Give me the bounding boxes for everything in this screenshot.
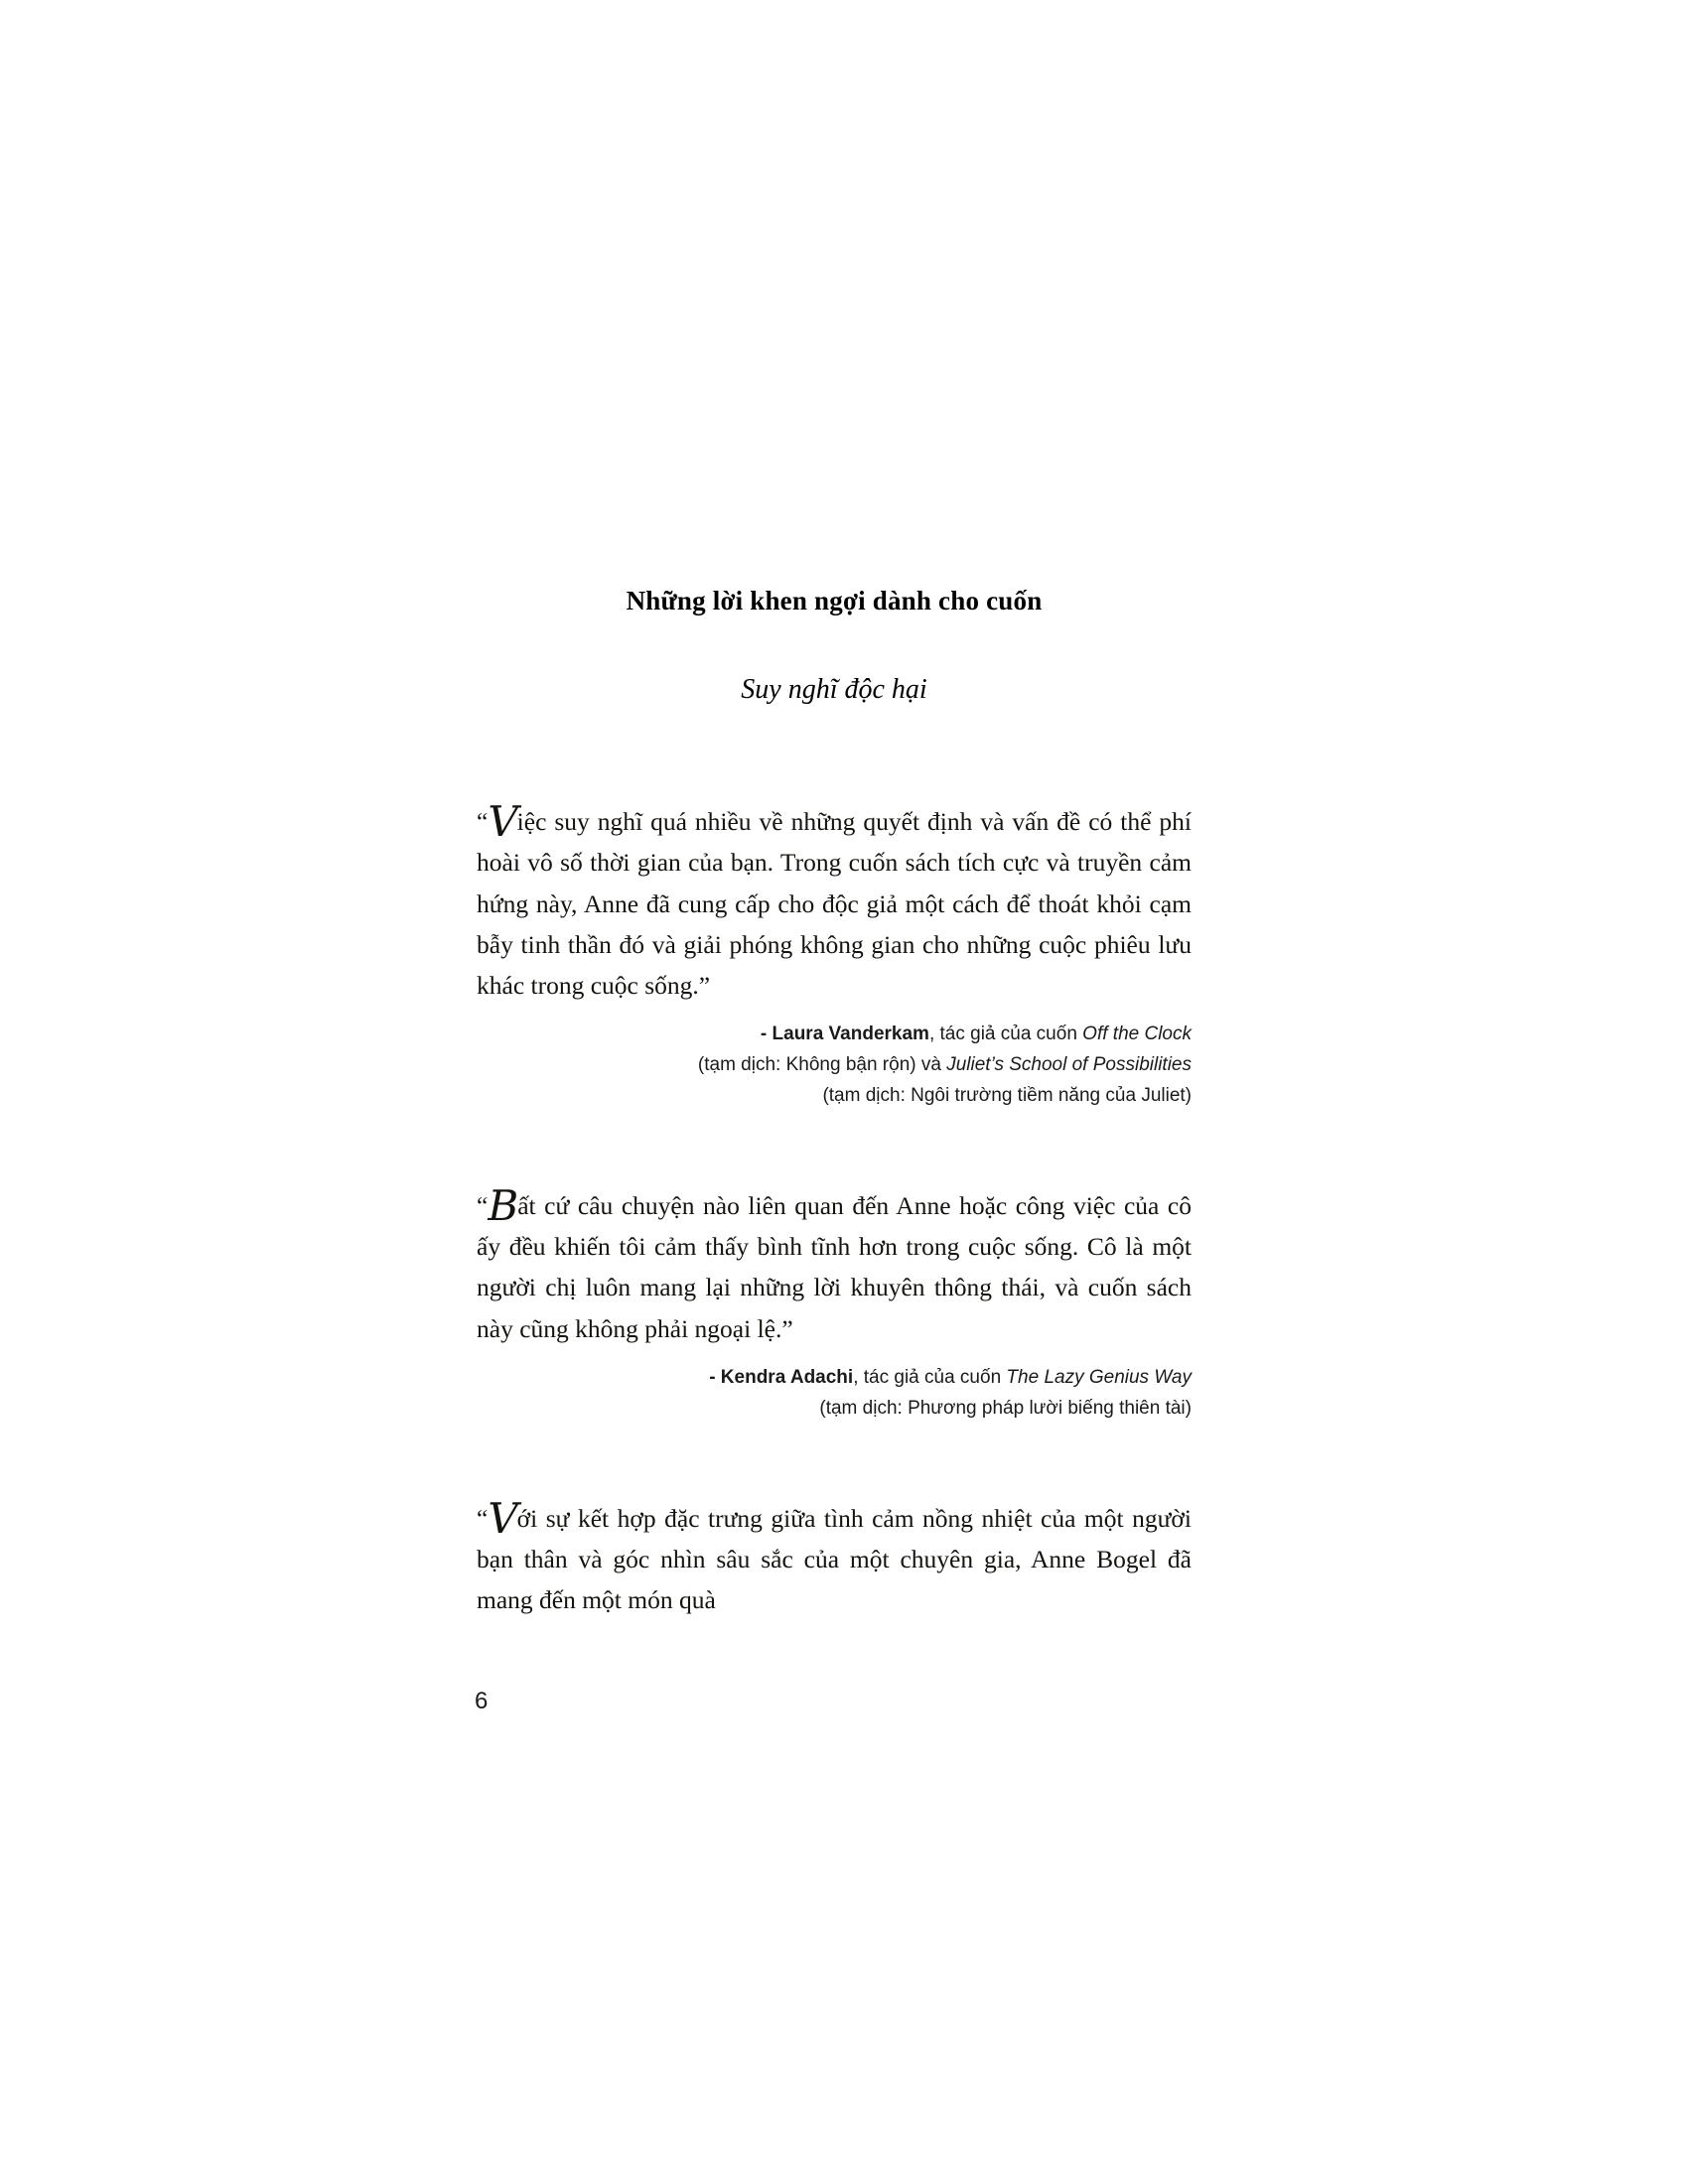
quote-text bbox=[477, 1493, 1192, 1621]
page-content bbox=[477, 586, 1192, 1654]
block-spacer bbox=[477, 1146, 1192, 1185]
ornamental-initial: V bbox=[488, 1493, 517, 1543]
quote-block bbox=[477, 1180, 1192, 1425]
attribution-line-1 bbox=[477, 1363, 1192, 1394]
attribution-line-2 bbox=[477, 1050, 1192, 1081]
block-spacer bbox=[477, 1458, 1192, 1498]
attribution-author: - Kendra Adachi bbox=[709, 1366, 854, 1388]
page-title: Những lời khen ngợi dành cho cuốn bbox=[626, 586, 1043, 615]
quote-block bbox=[477, 1493, 1192, 1621]
attribution-line-2: (tạm dịch: Phương pháp lười biếng thiên tài) bbox=[819, 1397, 1192, 1419]
quote-block bbox=[477, 797, 1192, 1112]
page-number: 6 bbox=[475, 1688, 489, 1714]
attribution-translation: (tạm dịch: Không bận rộn) và bbox=[697, 1054, 947, 1076]
attribution-author: - Laura Vanderkam bbox=[760, 1024, 929, 1045]
attribution-work: The Lazy Genius Way bbox=[1006, 1366, 1192, 1388]
quote-text bbox=[477, 1180, 1192, 1349]
quote-attribution bbox=[477, 1363, 1192, 1425]
attribution-line-3: (tạm dịch: Ngôi trường tiềm năng của Juliet) bbox=[822, 1085, 1192, 1107]
open-quote-mark: “ bbox=[477, 1190, 489, 1220]
ornamental-initial: B bbox=[488, 1180, 518, 1230]
open-quote-mark: “ bbox=[477, 1503, 489, 1533]
quote-body: ới sự kết hợp đặc trưng giữa tình cảm nồng nhiệt của một người bạn thân và góc nhìn sâu sắc của một chuyên gia, Anne Bogel đã mang đến một món quà bbox=[477, 1503, 1192, 1615]
attribution-line-1 bbox=[477, 1020, 1192, 1050]
ornamental-initial: V bbox=[488, 797, 517, 846]
attribution-role: , tác giả của cuốn bbox=[853, 1366, 1007, 1388]
quote-body: iệc suy nghĩ quá nhiều về những quyết định và vấn đề có thể phí hoài vô số thời gian của bạn. Trong cuốn sách tích cực và truyền cảm hứng này, Anne đã cung cấp cho độc giả một cách để thoát khỏi cạm bẫy tinh thần đó và giải phóng không gian cho những cuộc phiêu lưu khác trong cuộc sống.” bbox=[477, 807, 1192, 1001]
book-title: Suy nghĩ độc hại bbox=[741, 674, 927, 705]
quote-body: ất cứ câu chuyện nào liên quan đến Anne hoặc công việc của cô ấy đều khiến tôi cảm thấy bình tĩnh hơn trong cuộc sống. Cô là một người chị luôn mang lại những lời khuyên thông thái, và cuốn sách này cũng không phải ngoại lệ.” bbox=[477, 1190, 1192, 1343]
attribution-role: , tác giả của cuốn bbox=[928, 1024, 1083, 1045]
quote-text bbox=[477, 797, 1192, 1006]
attribution-work: Off the Clock bbox=[1082, 1024, 1192, 1045]
attribution-work-2: Juliet’s School of Possibilities bbox=[946, 1054, 1192, 1076]
open-quote-mark: “ bbox=[477, 807, 489, 836]
quote-attribution bbox=[477, 1020, 1192, 1111]
